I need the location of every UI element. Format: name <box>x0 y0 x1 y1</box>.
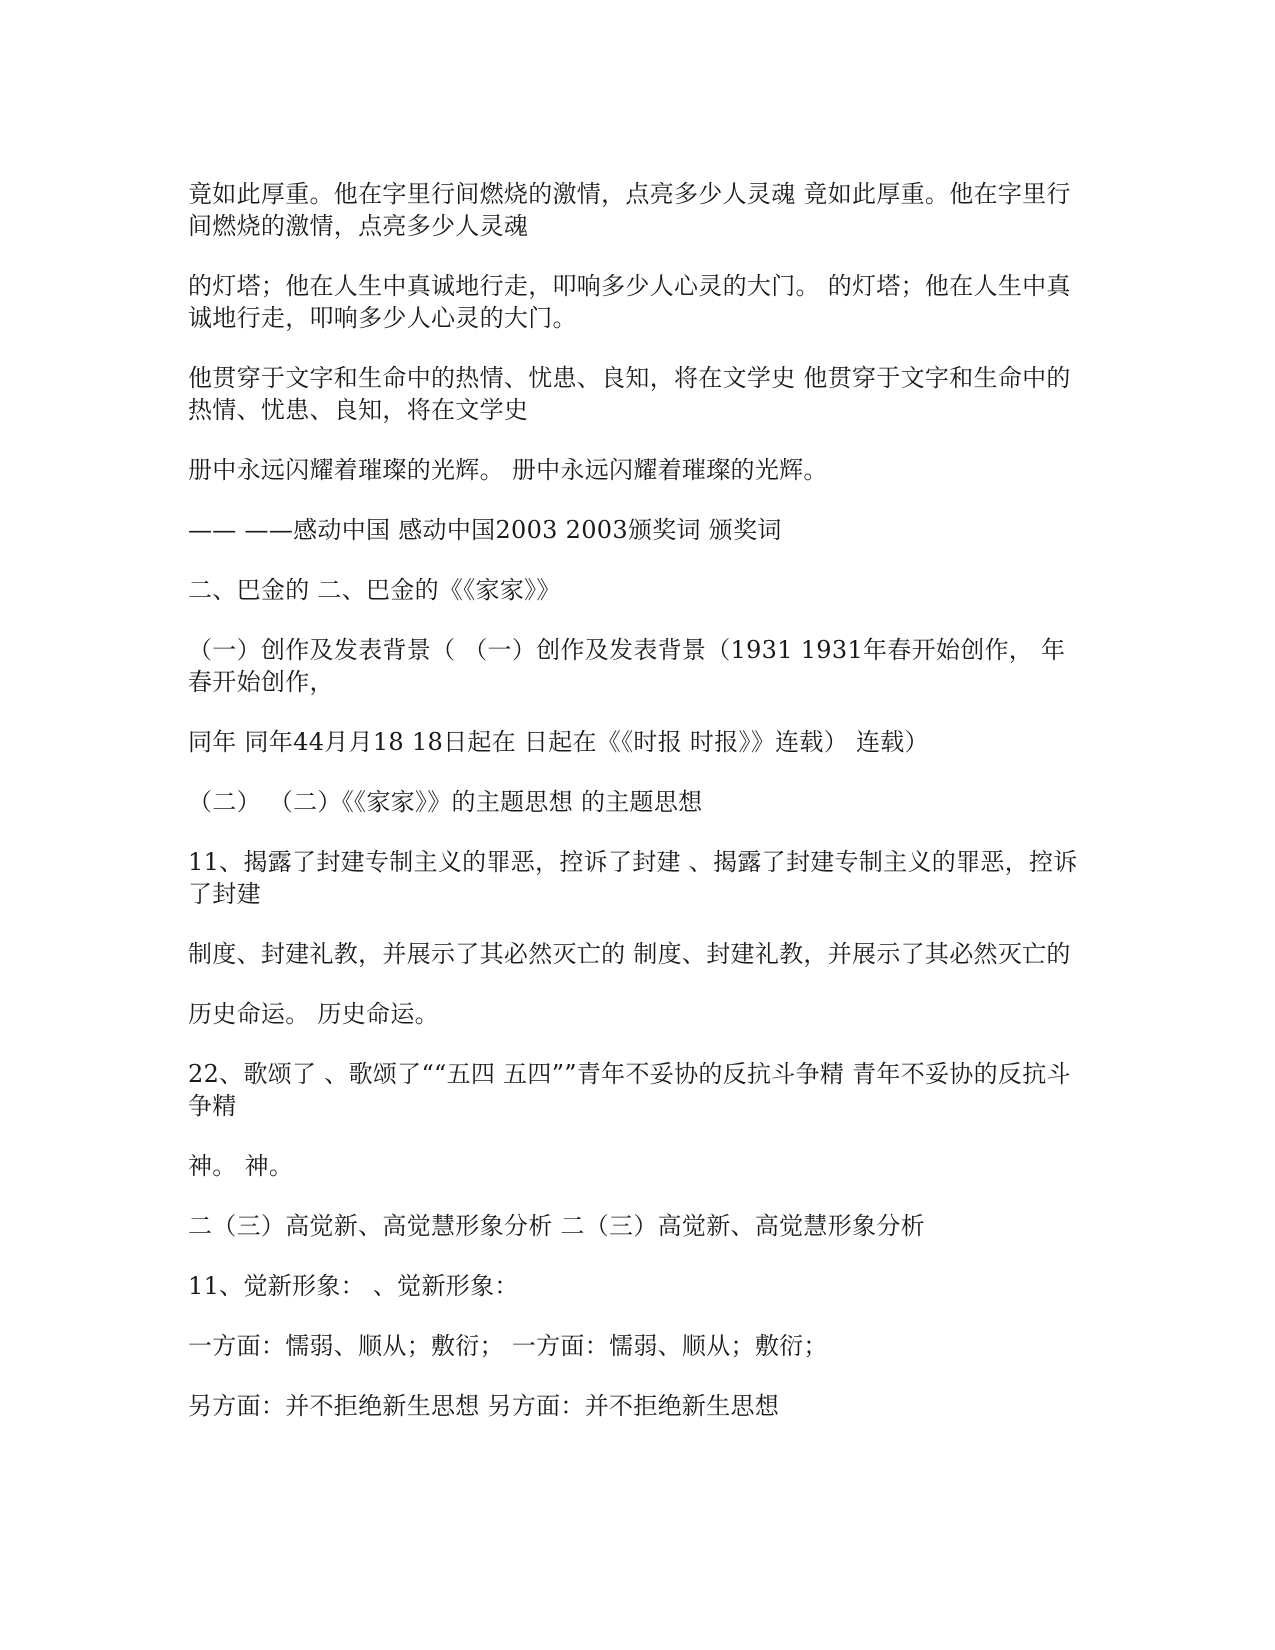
character-juexin-heading: 11、觉新形象： 、觉新形象： <box>188 1272 519 1300</box>
subheading-theme: （二） （二）《《家家》》的主题思想 的主题思想 <box>188 788 703 816</box>
section-heading-ba-jin-jia: 二、巴金的 二、巴金的《《家家》》 <box>188 576 561 604</box>
document-body <box>188 178 1088 1450</box>
paragraph-1: 竟如此厚重。他在字里行间燃烧的激情，点亮多少人灵魂 竟如此厚重。他在字里行间燃烧的激情，点亮多少人灵魂 <box>188 180 1071 240</box>
theme-point-1-continued: 制度、封建礼教，并展示了其必然灭亡的 制度、封建礼教，并展示了其必然灭亡的 <box>188 940 1071 968</box>
theme-point-2: 22、歌颂了 、歌颂了““五四 五四””青年不妥协的反抗斗争精 青年不妥协的反抗斗争精 <box>188 1060 1071 1120</box>
award-citation-source: —— ——感动中国 感动中国2003 2003颁奖词 颁奖词 <box>188 516 782 544</box>
theme-point-1-end: 历史命运。 历史命运。 <box>188 1000 439 1028</box>
character-juexin-aspect-2: 另方面：并不拒绝新生思想 另方面：并不拒绝新生思想 <box>188 1392 780 1420</box>
character-juexin-aspect-1: 一方面：懦弱、顺从；敷衍； 一方面：懦弱、顺从；敷衍； <box>188 1332 828 1360</box>
paragraph-4: 册中永远闪耀着璀璨的光辉。 册中永远闪耀着璀璨的光辉。 <box>188 456 828 484</box>
paragraph-serialization: 同年 同年44月月18 18日起在 日起在《《时报 时报》》连载） 连载） <box>188 728 929 756</box>
paragraph-3: 他贯穿于文字和生命中的热情、忧患、良知，将在文学史 他贯穿于文字和生命中的热情、忧患、良知，将在文学史 <box>188 364 1071 424</box>
subheading-background: （一）创作及发表背景（ （一）创作及发表背景（1931 1931年春开始创作， 年春开始创作， <box>188 636 1066 696</box>
theme-point-2-end: 神。 神。 <box>188 1152 294 1180</box>
subheading-character-analysis: 二（三）高觉新、高觉慧形象分析 二（三）高觉新、高觉慧形象分析 <box>188 1212 925 1240</box>
paragraph-2: 的灯塔；他在人生中真诚地行走，叩响多少人心灵的大门。 的灯塔；他在人生中真诚地行走，叩响多少人心灵的大门。 <box>188 272 1071 332</box>
theme-point-1: 11、揭露了封建专制主义的罪恶，控诉了封建 、揭露了封建专制主义的罪恶，控诉了封建 <box>188 848 1078 908</box>
